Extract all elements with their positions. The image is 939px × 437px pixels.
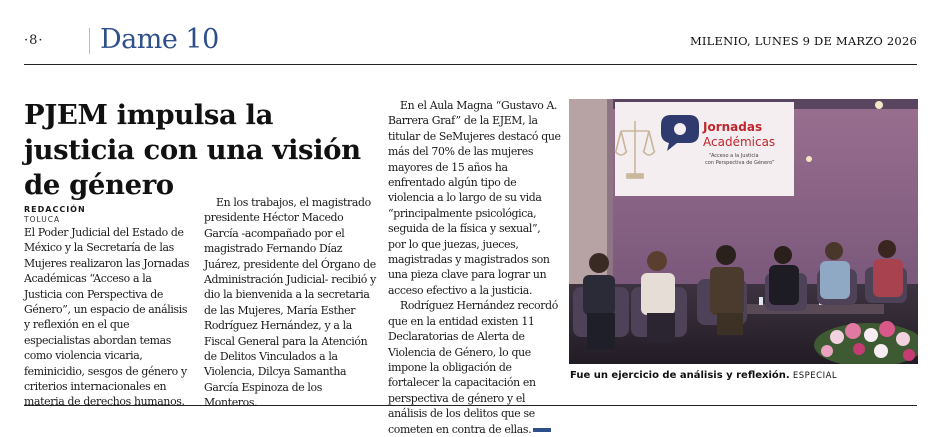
paragraph: En los trabajos, el magistrado presidente Héctor Macedo García -acompañado por el magistrado Fernando Díaz Juárez, presidente del Órgano de Administración Judicial- recibió y dio la bienvenida a la secretaria de las Mujeres, María Esther Rodríguez Hernández, y a la Fiscal General para la Atención de Delitos Vinculados a la Violencia, Dilcya Samantha García Espinoza de los Monteros. — [204, 196, 376, 410]
byline: REDACCIÓN — [24, 205, 86, 214]
page-number: ·8· — [24, 33, 44, 48]
caption-text: Fue un ejercicio de análisis y reflexión. — [570, 370, 790, 381]
paragraph-text: Rodríguez Hernández recordó que en la entidad existen 11 Declaratorias de Alerta de Violencia de Género, lo que impone la obligación de fortalecer la capacitación en perspectiva de género y el análisis de los delitos que se cometen en contra de ellas. — [388, 299, 558, 436]
screen-subtitle-line-1: “Acceso a la Justicia — [709, 153, 759, 159]
event-photo — [569, 99, 918, 364]
dateline-place: TOLUCA — [24, 215, 61, 224]
section-title: Dame 10 — [100, 24, 219, 55]
paragraph — [388, 298, 561, 437]
screen-title-line-1: Jornadas — [703, 120, 763, 134]
article-column-3 — [388, 98, 561, 437]
projection-screen — [615, 102, 794, 196]
paragraph: El Poder Judicial del Estado de México y la Secretaría de las Mujeres realizaron las Jornadas Académicas “Acceso a la Justicia con Perspectiva de Género”, un espacio de análisis y reflexión en el que especialistas abordan temas como violencia vicaria, feminicidio, sesgos de género y criterios internacionales en materia de derechos humanos. — [24, 226, 190, 409]
end-mark — [533, 428, 551, 432]
headline: PJEM impulsa la justicia con una visión de género — [24, 99, 361, 201]
header-rule — [24, 64, 917, 65]
paragraph: En el Aula Magna “Gustavo A. Barrera Graf” de la EJEM, la titular de SeMujeres destacó que más del 70% de las mujeres mayores de 15 años ha enfrentado algún tipo de violencia a lo largo de su vida “principalmente psicológica, seguida de la física y sexual”, por lo que juezas, jueces, magistradas y magistrados son una pieza clave para lograr un acceso efectivo a la justicia. — [388, 99, 561, 297]
photo-caption — [570, 370, 837, 381]
article-column-2 — [204, 195, 376, 411]
photo-credit: ESPECIAL — [792, 371, 838, 381]
dateline: MILENIO, LUNES 9 DE MARZO 2026 — [689, 34, 917, 48]
screen-title-line-2: Académicas — [703, 135, 776, 149]
section-divider — [89, 28, 90, 54]
article-column-1 — [24, 225, 190, 410]
panel-table — [744, 304, 884, 314]
screen-subtitle-line-2: con Perspectiva de Género” — [705, 160, 775, 166]
